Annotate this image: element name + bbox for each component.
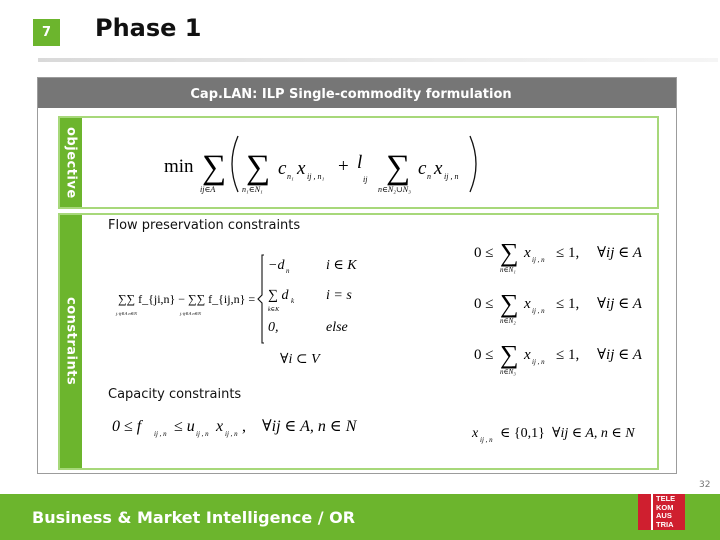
bound-2-tail: ≤ 1, — [556, 296, 580, 312]
flow-case3-value: 0, — [268, 320, 279, 335]
var-x-n-sub: ij , n — [444, 172, 459, 181]
binary-x-sub: ij , n — [480, 436, 493, 444]
constraints-tab — [60, 215, 82, 468]
bound-3-x: x — [524, 347, 531, 363]
logo-text: TELE KOM AUS TRIA — [653, 494, 685, 530]
var-x-n1: x — [297, 158, 306, 179]
var-x-n: x — [434, 158, 443, 179]
sum-symbol-A: ∑ — [202, 149, 227, 186]
telekom-austria-logo — [638, 494, 685, 530]
binary-x: x — [472, 426, 479, 441]
cost-n1: c — [278, 158, 287, 179]
capacity-lhs: 0 ≤ f — [112, 418, 142, 435]
bound-1-x: x — [524, 245, 531, 261]
flow-case3-cond: else — [326, 320, 348, 335]
length-l-sub: ij — [363, 175, 368, 184]
bound-1-x-sub: ij , n — [532, 256, 545, 264]
slide-number-badge — [33, 19, 60, 46]
sum-sub-N1: n₁∈N₁ — [242, 185, 263, 194]
title-divider — [38, 58, 718, 62]
constraints-tab-label: constraints — [63, 297, 79, 386]
flow-case2-value: ∑ d — [268, 288, 289, 303]
bound-constraint-3 — [474, 337, 664, 377]
bound-3-x-sub: ij , n — [532, 358, 545, 366]
footer-text: Business & Market Intelligence / OR — [32, 508, 356, 527]
cost-n1-sub: n₁ — [287, 172, 294, 181]
bound-3-sum: ∑ — [500, 340, 519, 369]
bound-2-lhs: 0 ≤ — [474, 296, 494, 312]
bound-constraint-1 — [474, 235, 664, 275]
flow-case2-under: k∈K — [268, 307, 280, 313]
flow-case2-cond: i = s — [326, 288, 352, 303]
capacity-f-sub: ij , n — [154, 430, 167, 438]
length-l: l — [357, 152, 363, 173]
min-operator: min — [164, 156, 194, 177]
sum-symbol-N1: ∑ — [246, 149, 271, 186]
flow-forall: ∀i ⊂ V — [280, 352, 320, 367]
bound-1-tail: ≤ 1, — [556, 245, 580, 261]
bound-1-lhs: 0 ≤ — [474, 245, 494, 261]
capacity-forall: ∀ij ∈ A, n ∈ N — [262, 418, 357, 435]
bound-3-forall: ∀ij ∈ A — [597, 347, 642, 363]
var-x-n1-sub: ij , n₁ — [307, 172, 325, 181]
bound-3-tail: ≤ 1, — [556, 347, 580, 363]
bound-1-forall: ∀ij ∈ A — [597, 245, 642, 261]
bound-constraint-2 — [474, 286, 664, 326]
formulation-box-header — [38, 78, 676, 108]
flow-lhs-sub1: j:ij∈A n∈N — [116, 311, 137, 316]
capacity-x: x — [216, 418, 224, 435]
binary-set: ∈ {0,1} — [500, 426, 545, 441]
binary-formula — [472, 417, 657, 449]
flow-formula — [116, 251, 406, 371]
logo-red-bar — [638, 494, 651, 530]
sum-sub-A: ij∈A — [200, 185, 216, 194]
bound-2-forall: ∀ij ∈ A — [597, 296, 642, 312]
objective-formula — [160, 124, 520, 204]
formulation-box — [37, 77, 677, 474]
binary-forall: ∀ij ∈ A, n ∈ N — [552, 426, 635, 441]
plus-operator: + — [338, 156, 349, 177]
sum-sub-N2N3: n∈N₂∪N₃ — [378, 185, 411, 194]
bound-2-sum: ∑ — [500, 289, 519, 318]
flow-lhs: ∑∑ f_{ji,n} − ∑∑ f_{ij,n} = — [118, 292, 256, 306]
bound-3-lhs: 0 ≤ — [474, 347, 494, 363]
cost-n-sub: n — [427, 172, 431, 181]
capacity-x-sub: ij , n — [225, 430, 238, 438]
capacity-u-sub: ij , n — [196, 430, 209, 438]
objective-panel — [58, 116, 659, 209]
flow-case1-cond: i ∈ K — [326, 258, 357, 273]
capacity-section-label: Capacity constraints — [108, 387, 242, 402]
bound-2-x-sub: ij , n — [532, 307, 545, 315]
cases-brace — [258, 255, 264, 343]
objective-tab-label: objective — [63, 126, 79, 199]
slide-title: Phase 1 — [95, 14, 202, 42]
sum-symbol-N2N3: ∑ — [386, 149, 411, 186]
capacity-formula — [112, 411, 372, 443]
flow-lhs-sub2: j:ij∈A n∈N — [180, 311, 201, 316]
bound-3-sub: n∈N₃ — [500, 368, 516, 376]
constraints-panel — [58, 213, 659, 470]
slide-number: 7 — [41, 25, 52, 40]
bound-1-sub: n∈N₁ — [500, 266, 516, 274]
flow-section-label: Flow preservation constraints — [108, 218, 301, 233]
bound-2-x: x — [524, 296, 531, 312]
capacity-u: ≤ u — [174, 418, 195, 435]
left-paren — [232, 136, 238, 192]
flow-case1-value: −d — [268, 258, 285, 273]
right-paren — [470, 136, 476, 192]
page-number: 32 — [699, 480, 711, 490]
flow-case2-sub: k — [291, 297, 295, 305]
capacity-tail: , — [242, 418, 246, 435]
cost-n: c — [418, 158, 427, 179]
bound-2-sub: n∈N₂ — [500, 317, 516, 325]
objective-tab — [60, 118, 82, 207]
bound-1-sum: ∑ — [500, 238, 519, 267]
flow-case1-sub: n — [286, 267, 290, 275]
formulation-box-title: Cap.LAN: ILP Single-commodity formulation — [190, 86, 512, 102]
